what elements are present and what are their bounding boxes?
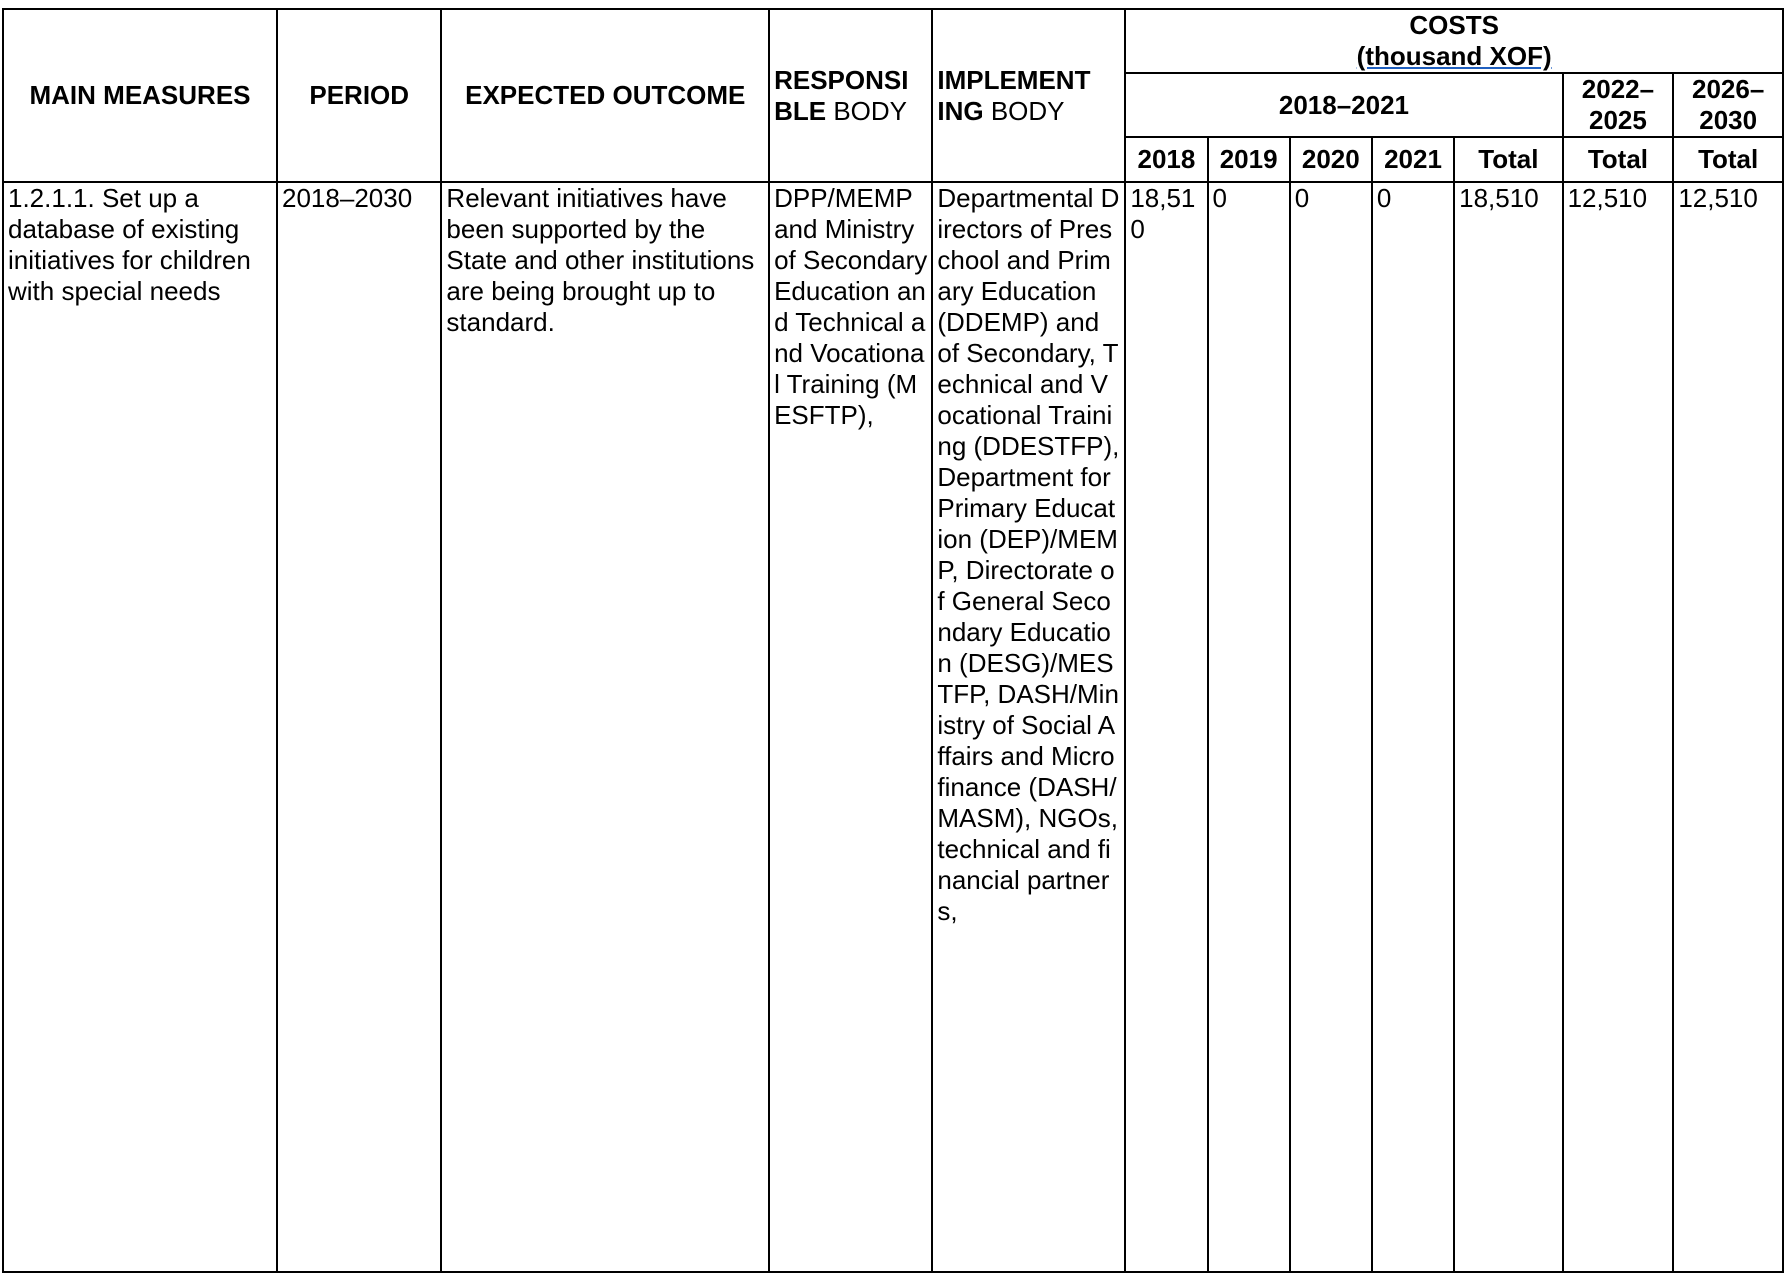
header-implementing-normal: BODY: [990, 95, 1065, 126]
header-costs-unit: (thousand XOF): [1356, 41, 1552, 71]
header-responsible-bold: RESPONSI BLE: [774, 64, 909, 126]
header-responsible-body: [769, 9, 932, 182]
header-total-2026-2030: Total: [1673, 137, 1783, 182]
cell-total-2026-2030: 12,510: [1673, 182, 1783, 1272]
cell-implementing: Departmental Directors of Preschool and Primary Education (DDEMP) and of Secondary, Technical and Vocational Training (DDESTFP), Department for Primary Education (DEP)/MEMP, Directorate of General Secondary Education (DESG)/MESTFP, DASH/Ministry of Social Affairs and Microfinance (DASH/MASM), NGOs, technical and financial partners,: [932, 182, 1125, 1272]
header-total-2018-2021: Total: [1454, 137, 1562, 182]
header-expected-outcome: EXPECTED OUTCOME: [441, 9, 769, 182]
header-total-2022-2025: Total: [1563, 137, 1674, 182]
cell-outcome: Relevant initiatives have been supported by the State and other institutions are being brought up to standard.: [441, 182, 769, 1272]
header-year-2021: 2021: [1372, 137, 1454, 182]
header-group-2022-2025: 2022–2025: [1563, 73, 1674, 137]
header-responsible-normal: BODY: [833, 95, 908, 126]
header-implementing-body: [932, 9, 1125, 182]
cell-cost-2021: 0: [1372, 182, 1454, 1272]
cell-cost-2020: 0: [1290, 182, 1372, 1272]
header-year-2018: 2018: [1125, 137, 1207, 182]
cell-total-2022-2025: 12,510: [1563, 182, 1674, 1272]
cell-cost-2018: 18,510: [1125, 182, 1207, 1272]
table-row: [3, 182, 1783, 1272]
header-group-2026-2030: 2026–2030: [1673, 73, 1783, 137]
header-implementing-bold: IMPLEMENT ING: [937, 64, 1091, 126]
cell-measure: 1.2.1.1. Set up a database of existing initiatives for children with special needs: [3, 182, 277, 1272]
cell-responsible: DPP/MEMP and Ministry of Secondary Education and Technical and Vocational Training (MESFTP),: [769, 182, 932, 1272]
header-group-2018-2021: 2018–2021: [1125, 73, 1562, 137]
header-main-measures: MAIN MEASURES: [3, 9, 277, 182]
header-period: PERIOD: [277, 9, 441, 182]
header-year-2020: 2020: [1290, 137, 1372, 182]
cell-period: 2018–2030: [277, 182, 441, 1272]
cell-cost-2019: 0: [1208, 182, 1290, 1272]
cell-total-2018-2021: 18,510: [1454, 182, 1562, 1272]
header-year-2019: 2019: [1208, 137, 1290, 182]
action-plan-table: [2, 8, 1784, 1273]
header-costs: [1125, 9, 1783, 73]
header-costs-title: COSTS: [1409, 10, 1499, 40]
